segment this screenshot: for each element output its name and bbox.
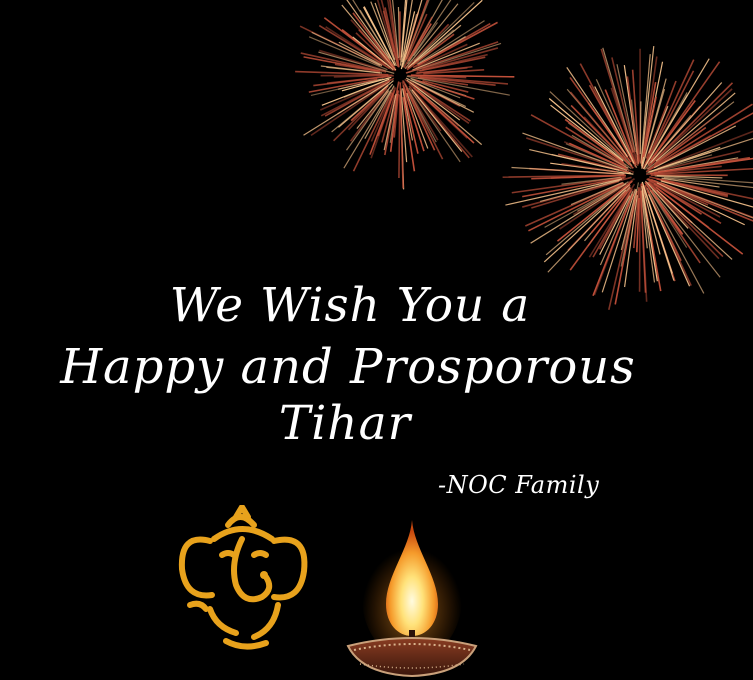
firework-ray	[640, 101, 641, 154]
firework-ray	[399, 95, 400, 179]
greeting-line-2: Happy and Prosporous	[60, 339, 636, 395]
ganesh-icon	[170, 505, 320, 655]
diya-lamp-icon	[342, 518, 482, 680]
greeting-line-3: Tihar	[278, 396, 412, 451]
firework-ray	[544, 184, 630, 262]
greeting-line-1: We Wish You a	[169, 278, 531, 333]
signature: -NOC Family	[438, 471, 600, 499]
